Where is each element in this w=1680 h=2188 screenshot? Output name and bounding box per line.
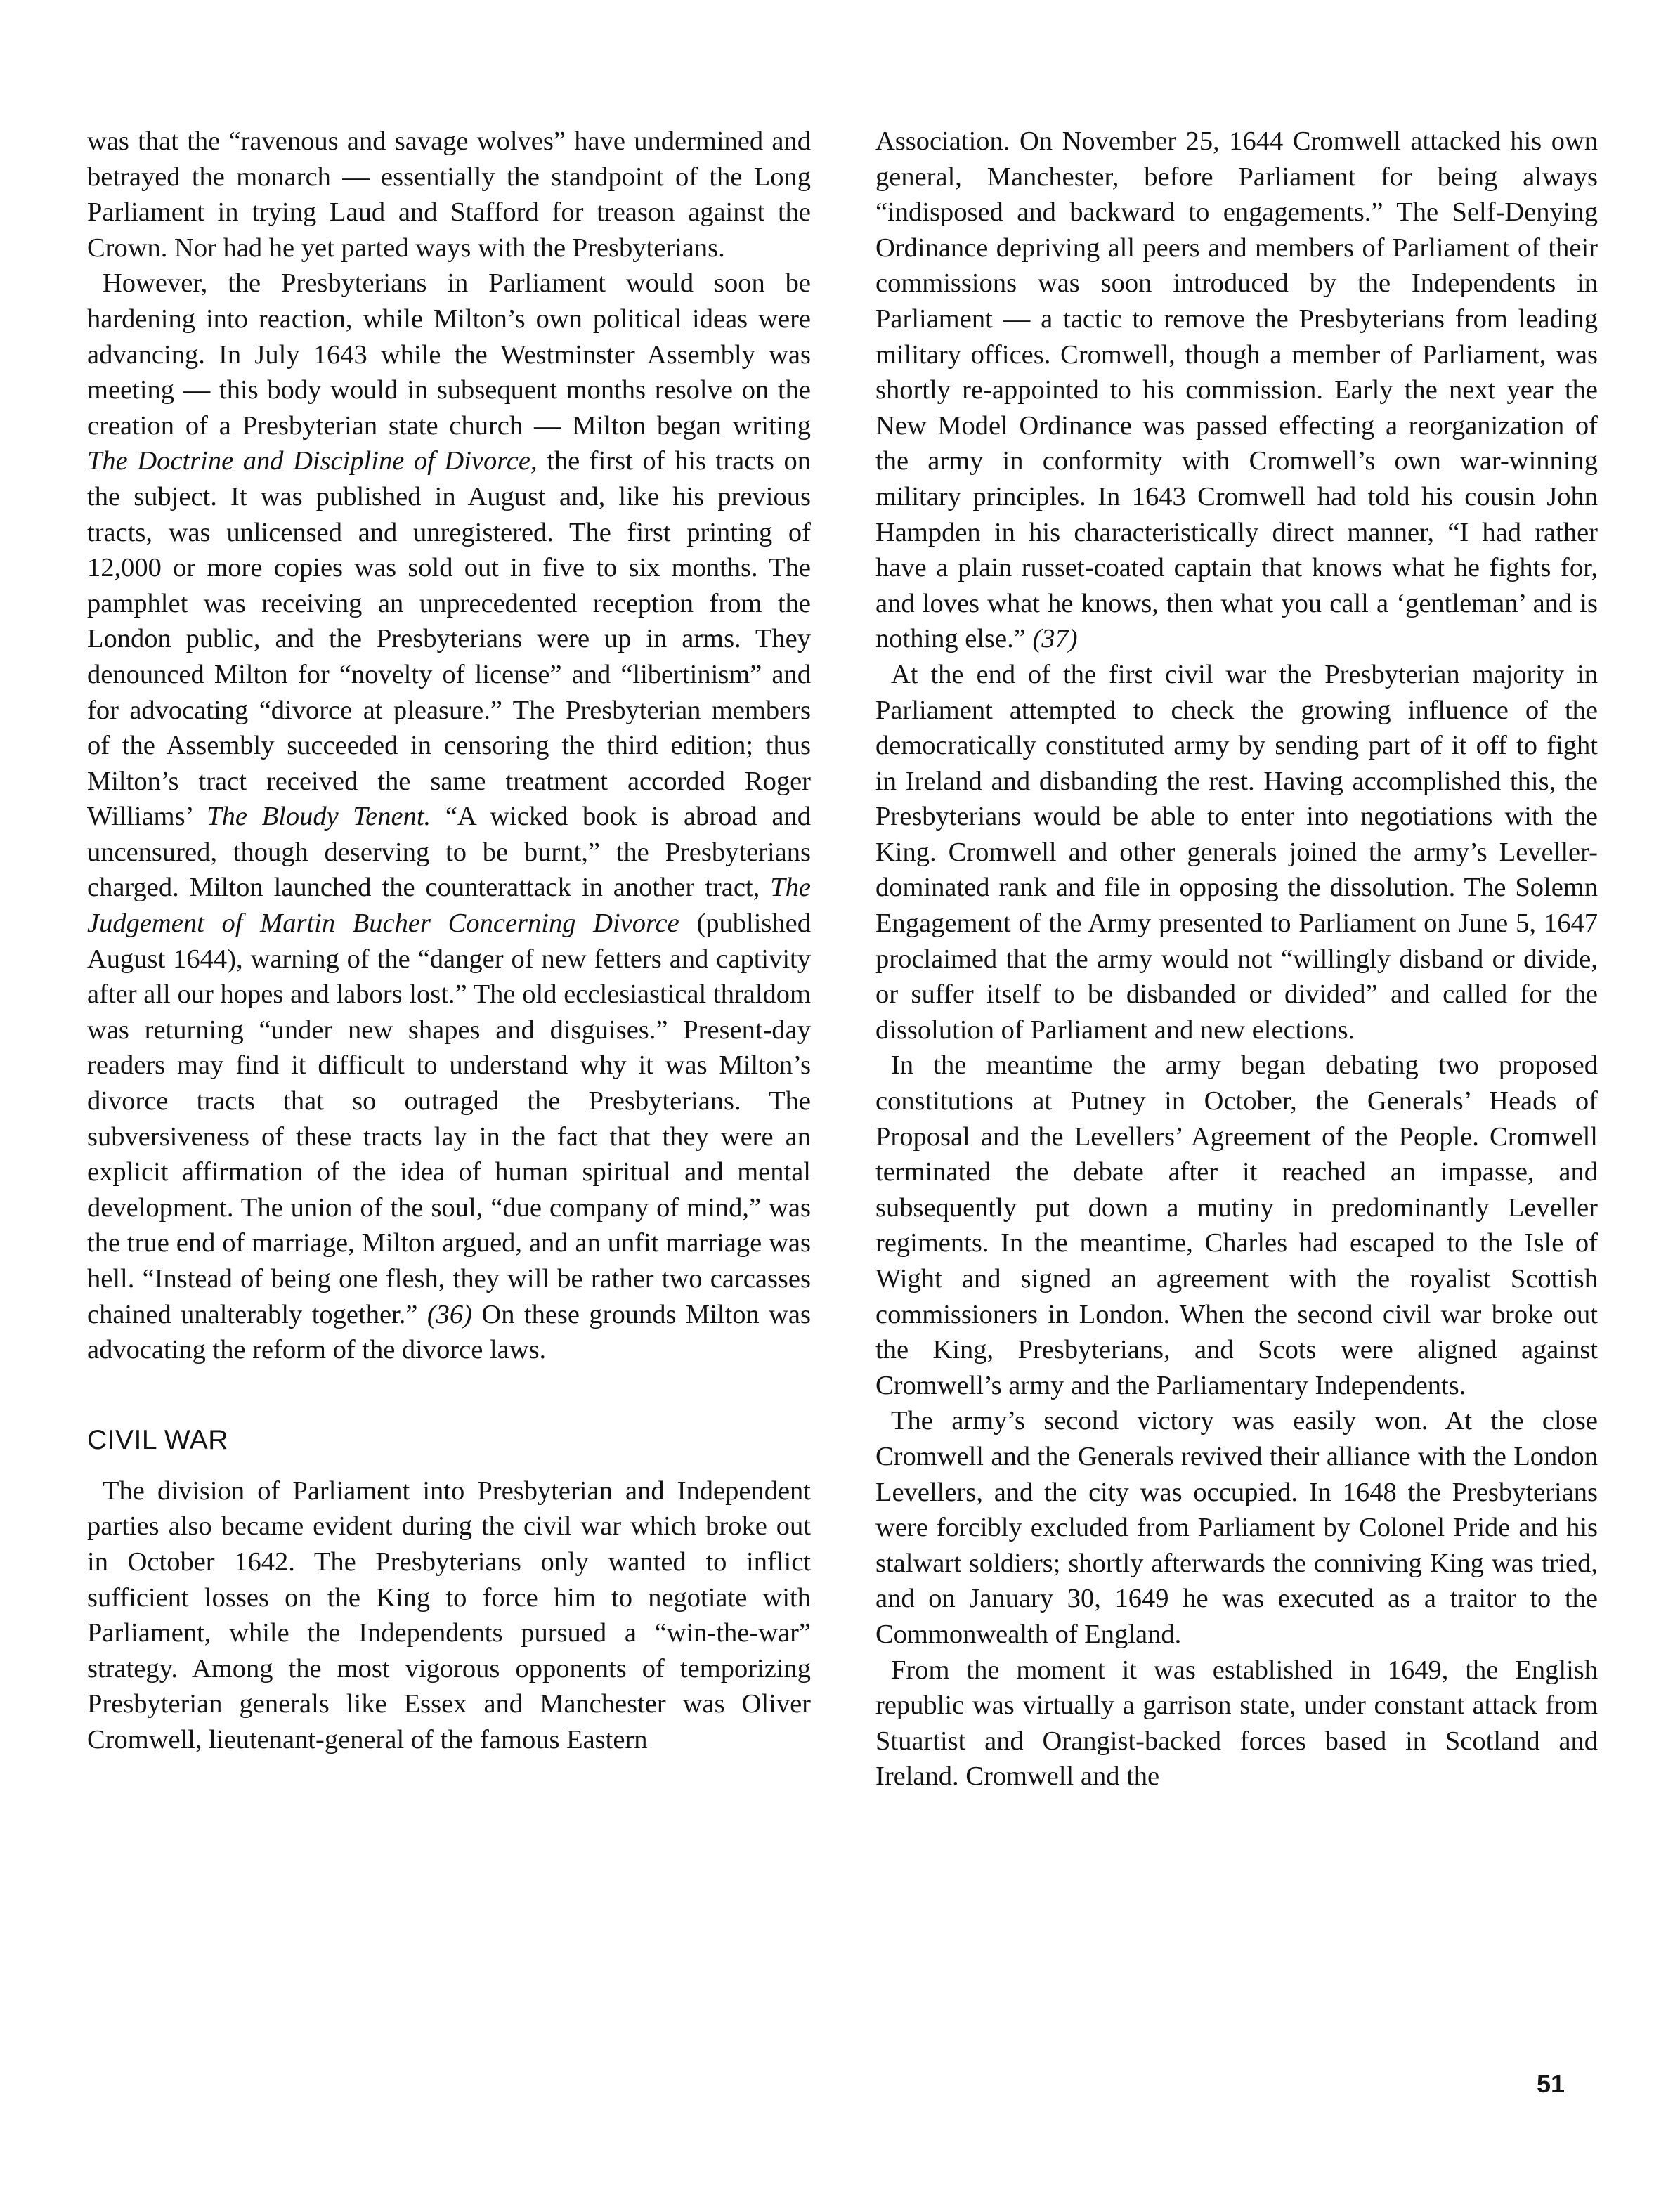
- paragraph: [87, 266, 811, 1367]
- paragraph: At the end of the first civil war the Presbyterian majority in Parliament attempted to check the growing influence of the democratically constituted army by sending part of it off to fight in Ireland and disbanding the rest. Having accomplished this, the Presbyterians would be able to enter into negotiations with the King. Cromwell and other generals joined the army’s Leveller-dominated rank and file in opposing the dissolution. The Solemn Engagement of the Army presented to Parliament on June 5, 1647 proclaimed that the army would not “willingly disband or divide, or suffer itself to be disbanded or divided” and called for the dissolution of Parliament and new elections.: [875, 659, 1598, 1045]
- book-title: The Doctrine and Discipline of Divorce,: [87, 446, 538, 476]
- book-title: The Bloudy Tenent.: [207, 802, 431, 832]
- citation: (37): [1032, 624, 1078, 654]
- section-heading: CIVIL WAR: [87, 1424, 228, 1455]
- text-run: However, the Presbyterians in Parliament would soon be hardening into reaction, while Milton’s own political ideas were advancing. In July 1643 while the Westminster Assembly was meeting — this body would in subsequent months resolve on the creation of a Presbyterian state church — Milton began writing: [87, 268, 811, 441]
- paragraph: In the meantime the army began debating two proposed constitutions at Putney in October, the Generals’ Heads of Proposal and the Levellers’ Agreement of the People. Cromwell terminated the debate after it reached an impasse, and subsequently put down a mutiny in predominantly Leveller regiments. In the meantime, Charles had escaped to the Isle of Wight and signed an agreement with the royalist Scottish commissioners in London. When the second civil war broke out the King, Presbyterians, and Scots were aligned against Cromwell’s army and the Parliamentary Independents.: [875, 1050, 1598, 1400]
- book-title: The Judgement of Martin Bucher Concerning Divorce: [87, 873, 811, 939]
- text-run: Association. On November 25, 1644 Cromwell attacked his own general, Manchester, before Parliament for being always “indisposed and backward to engagements.” The Self-Denying Ordinance depriving all peers and members of Parliament of their commissions was soon introduced by the Independents in Parliament — a tactic to remove the Presbyterians from leading military offices. Cromwell, though a member of Parliament, was shortly re-appointed to his commission. Early the next year the New Model Ordinance was passed effecting a reorganization of the army in conformity with Cromwell’s own war-winning military principles. In 1643 Cromwell had told his cousin John Hampden in his characteristically direct manner, “I had rather have a plain russet-coated captain that knows what he fights for, and loves what he knows, then what you call a ‘gentleman’ and is nothing else.”: [875, 126, 1598, 654]
- paragraph: The division of Parliament into Presbyterian and Independent parties also became evident during the civil war which broke out in October 1642. The Presbyterians only wanted to inflict sufficient losses on the King to force him to negotiate with Parliament, while the Independents pursued a “win-the-war” strategy. Among the most vigorous opponents of temporizing Presbyterian generals like Essex and Manchester was Oliver Cromwell, lieutenant-general of the famous Eastern: [87, 1476, 811, 1754]
- text-run: On these grounds Milton was advocating the reform of the divorce laws.: [87, 1299, 811, 1365]
- paragraph: was that the “ravenous and savage wolves” have undermined and betrayed the monarch — essentially the standpoint of the Long Parliament in trying Laud and Stafford for treason against the Crown. Nor had he yet parted ways with the Presbyterians.: [87, 126, 811, 263]
- text-run: “A wicked book is abroad and uncensured, though deserving to be burnt,” the Presbyterians charged. Milton launched the counterattack in another tract,: [87, 802, 811, 903]
- paragraph: From the moment it was established in 1649, the English republic was virtually a garrison state, under constant attack from Stuartist and Orangist-backed forces based in Scotland and Ireland. Cromwell and the: [875, 1655, 1598, 1792]
- left-column: [87, 124, 811, 1758]
- paragraph: [875, 124, 1598, 657]
- right-column: [875, 124, 1598, 1795]
- paragraph: The army’s second victory was easily won. At the close Cromwell and the Generals revived their alliance with the London Levellers, and the city was occupied. In 1648 the Presbyterians were forcibly excluded from Parliament by Colonel Pride and his stalwart soldiers; shortly afterwards the conniving King was tried, and on January 30, 1649 he was executed as a traitor to the Commonwealth of England.: [875, 1406, 1598, 1649]
- citation: (36): [426, 1299, 473, 1329]
- text-run: (published August 1644), warning of the “danger of new fetters and captivity after all our hopes and labors lost.” The old ecclesiastical thraldom was returning “under new shapes and disguises.” Present-day readers may find it difficult to understand why it was Milton’s divorce tracts that so outraged the Presbyterians. The subversiveness of these tracts lay in the fact that they were an explicit affirmation of the idea of human spiritual and mental development. The union of the soul, “due company of mind,” was the true end of marriage, Milton argued, and an unfit marriage was hell. “Instead of being one flesh, they will be rather two carcasses chained unalterably together.”: [87, 909, 811, 1329]
- text-run: the first of his tracts on the subject. It was published in August and, like his previous tracts, was unlicensed and unregistered. The first printing of 12,000 or more copies was sold out in five to six months. The pamphlet was receiving an unprecedented reception from the London public, and the Presbyterians were up in arms. They denounced Milton for “novelty of license” and “libertinism” and for advocating “divorce at pleasure.” The Presbyterian members of the Assembly succeeded in censoring the third edition; thus Milton’s tract received the same treatment accorded Roger Williams’: [87, 446, 811, 832]
- page-number: 51: [1537, 2069, 1565, 2098]
